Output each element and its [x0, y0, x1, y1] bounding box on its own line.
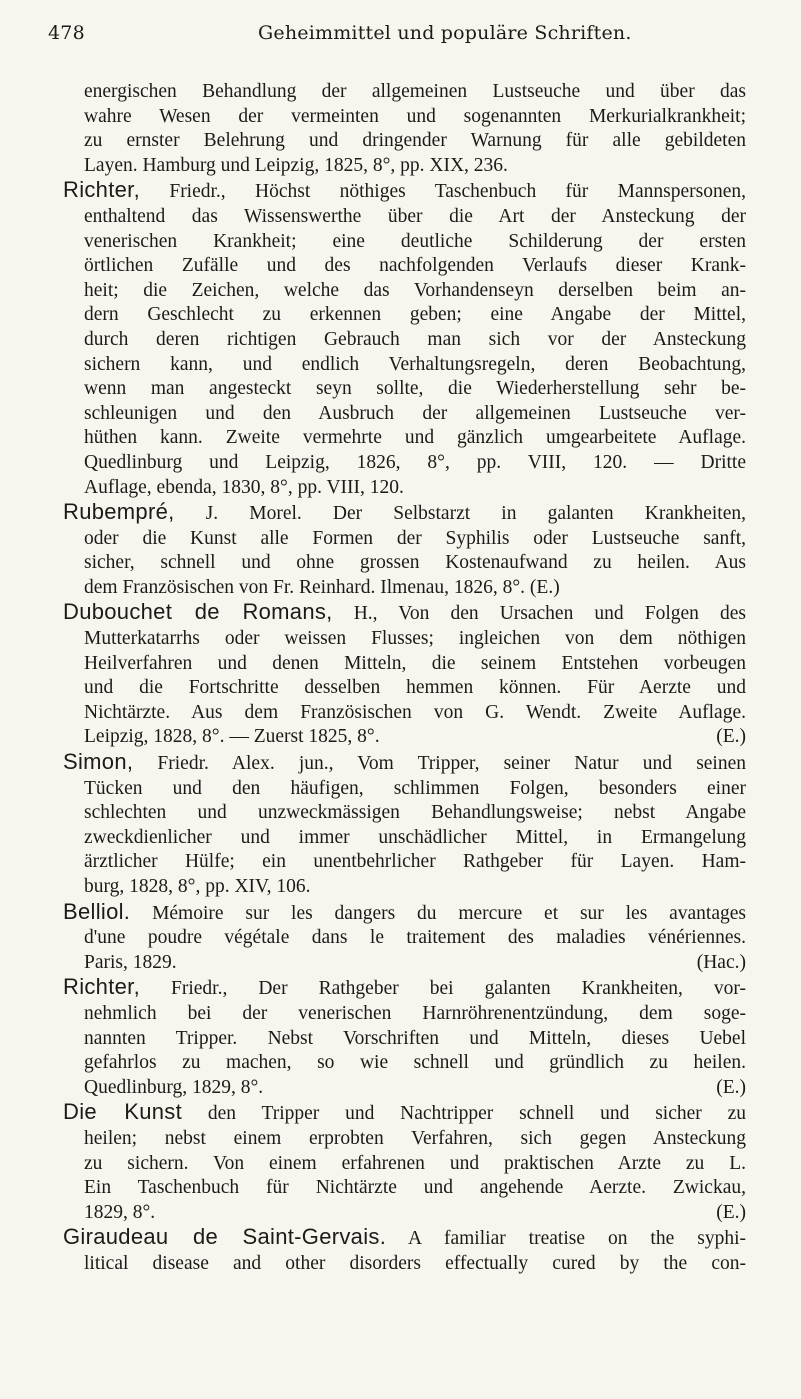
text-line: Friedr., Der Rathgeber bei galanten Krankheiten, vor-: [171, 978, 746, 1000]
text-line: dem Französischen von Fr. Reinhard. Ilmenau, 1826, 8°. (E.): [84, 576, 560, 598]
entry-author: Rubempré,: [63, 499, 175, 525]
page-number: 478: [48, 22, 85, 44]
text-line: zweckdienlicher und immer unschädlicher Mittel, in Ermangelung: [84, 826, 746, 848]
text-line: zu sichern. Von einem erfahrenen und praktischen Arzte zu L.: [84, 1152, 746, 1174]
text-line: und die Fortschritte desselben hemmen können. Für Aerzte und: [84, 677, 746, 699]
bibliography-text: [63, 80, 747, 1277]
text-line: durch deren richtigen Gebrauch man sich vor der Ansteckung: [84, 328, 746, 350]
text-line: gefahrlos zu machen, so wie schnell und gründlich zu heilen.: [84, 1052, 746, 1074]
text-line: wenn man angesteckt seyn sollte, die Wiederherstellung sehr be-: [84, 378, 746, 400]
source-mark: (E.): [716, 726, 746, 748]
entry-author: Dubouchet de Romans,: [63, 599, 333, 625]
text-line: Paris, 1829.: [84, 951, 177, 973]
text-line: nehmlich bei der venerischen Harnröhrenentzündung, dem soge-: [84, 1002, 746, 1024]
text-line: burg, 1828, 8°, pp. XIV, 106.: [84, 876, 311, 897]
text-line: Ein Taschenbuch für Nichtärzte und angehende Aerzte. Zwickau,: [84, 1177, 746, 1199]
text-line: Layen. Hamburg und Leipzig, 1825, 8°, pp. XIX, 236.: [84, 154, 508, 176]
entry-author: Belliol.: [63, 898, 131, 924]
text-line: enthaltend das Wissenswerthe über die Art der Ansteckung der: [84, 205, 746, 227]
text-line: venerischen Krankheit; eine deutliche Schilderung der ersten: [84, 230, 746, 252]
bibliography-entry: [63, 178, 746, 500]
entry-author: Richter,: [63, 974, 140, 1000]
bibliography-entry: [63, 975, 746, 1100]
text-line: den Tripper und Nachtripper schnell und sicher zu: [207, 1103, 746, 1125]
entry-author: Richter,: [63, 177, 140, 203]
text-line: hüthen kann. Zweite vermehrte und gänzlich umgearbeitete Auflage.: [84, 427, 746, 449]
text-line: litical disease and other disorders effectually cured by the con-: [84, 1252, 746, 1274]
source-mark: (E.): [716, 1201, 746, 1223]
text-line: sichern kann, und endlich Verhaltungsregeln, deren Beobachtung,: [84, 353, 746, 375]
text-line: J. Morel. Der Selbstarzt in galanten Krankheiten,: [205, 503, 746, 525]
entry-author: Giraudeau de Saint-Gervais.: [63, 1224, 387, 1250]
bibliography-entry: [63, 1100, 746, 1225]
text-line: zu ernster Belehrung und dringender Warnung für alle gebildeten: [84, 130, 746, 152]
text-line: Heilverfahren und denen Mitteln, die seinem Entstehen vorbeugen: [84, 652, 746, 674]
text-line: Tücken und den häufigen, schlimmen Folgen, besonders einer: [84, 777, 746, 799]
text-line: Mémoire sur les dangers du mercure et sur les avantages: [152, 902, 746, 924]
text-line: nannten Tripper. Nebst Vorschriften und Mitteln, dieses Uebel: [84, 1027, 746, 1049]
entry-author: Die Kunst: [63, 1099, 183, 1125]
text-line: Auflage, ebenda, 1830, 8°, pp. VIII, 120.: [84, 476, 404, 498]
bibliography-entry: [63, 600, 746, 750]
text-line: Quedlinburg und Leipzig, 1826, 8°, pp. VIII, 120. — Dritte: [84, 451, 746, 473]
text-line: ärztlicher Hülfe; ein unentbehrlicher Rathgeber für Layen. Ham-: [84, 851, 746, 873]
text-line: oder die Kunst alle Formen der Syphilis oder Lustseuche sanft,: [84, 527, 746, 549]
text-line: schlechten und unzweckmässigen Behandlungsweise; nebst Angabe: [84, 802, 746, 824]
text-line: heilen; nebst einem erprobten Verfahren, sich gegen Ansteckung: [84, 1127, 746, 1149]
bibliography-entry: [63, 1225, 746, 1276]
source-mark: (Hac.): [696, 951, 746, 973]
text-line: Friedr. Alex. jun., Vom Tripper, seiner Natur und seinen: [157, 753, 747, 775]
page-header: [48, 22, 768, 52]
text-line: Mutterkatarrhs oder weissen Flusses; ingleichen von dem nöthigen: [84, 628, 746, 650]
bibliography-entry: [63, 900, 746, 976]
text-line: Quedlinburg, 1829, 8°.: [84, 1076, 264, 1098]
entry-author: Simon,: [63, 749, 134, 775]
text-line: A familiar treatise on the syphi-: [408, 1228, 746, 1250]
running-title: Geheimmittel und populäre Schriften.: [258, 22, 632, 44]
bibliography-entry: [63, 750, 746, 900]
text-line: Leipzig, 1828, 8°. — Zuerst 1825, 8°.: [84, 726, 380, 748]
text-line: sicher, schnell und ohne grossen Kostenaufwand zu heilen. Aus: [84, 552, 746, 574]
text-line: örtlichen Zufälle und des nachfolgenden Verlaufs dieser Krank-: [84, 255, 746, 277]
text-line: 1829, 8°.: [84, 1201, 156, 1223]
text-line: schleunigen und den Ausbruch der allgemeinen Lustseuche ver-: [84, 402, 746, 424]
bibliography-entry: [63, 500, 746, 600]
text-line: H., Von den Ursachen und Folgen des: [353, 603, 747, 625]
source-mark: (E.): [716, 1076, 746, 1098]
text-line: energischen Behandlung der allgemeinen Lustseuche und über das: [84, 81, 746, 102]
text-line: heit; die Zeichen, welche das Vorhandenseyn derselben beim an-: [84, 279, 746, 301]
text-line: Friedr., Höchst nöthiges Taschenbuch für Mannspersonen,: [169, 181, 746, 203]
text-line: wahre Wesen der vermeinten und sogenannten Merkurialkrankheit;: [84, 105, 746, 127]
bibliography-entry: [84, 80, 746, 178]
text-line: Nichtärzte. Aus dem Französischen von G. Wendt. Zweite Auflage.: [84, 701, 746, 723]
text-line: dern Geschlecht zu erkennen geben; eine Angabe der Mittel,: [84, 304, 746, 326]
text-line: d'une poudre végétale dans le traitement des maladies vénériennes.: [84, 927, 746, 949]
